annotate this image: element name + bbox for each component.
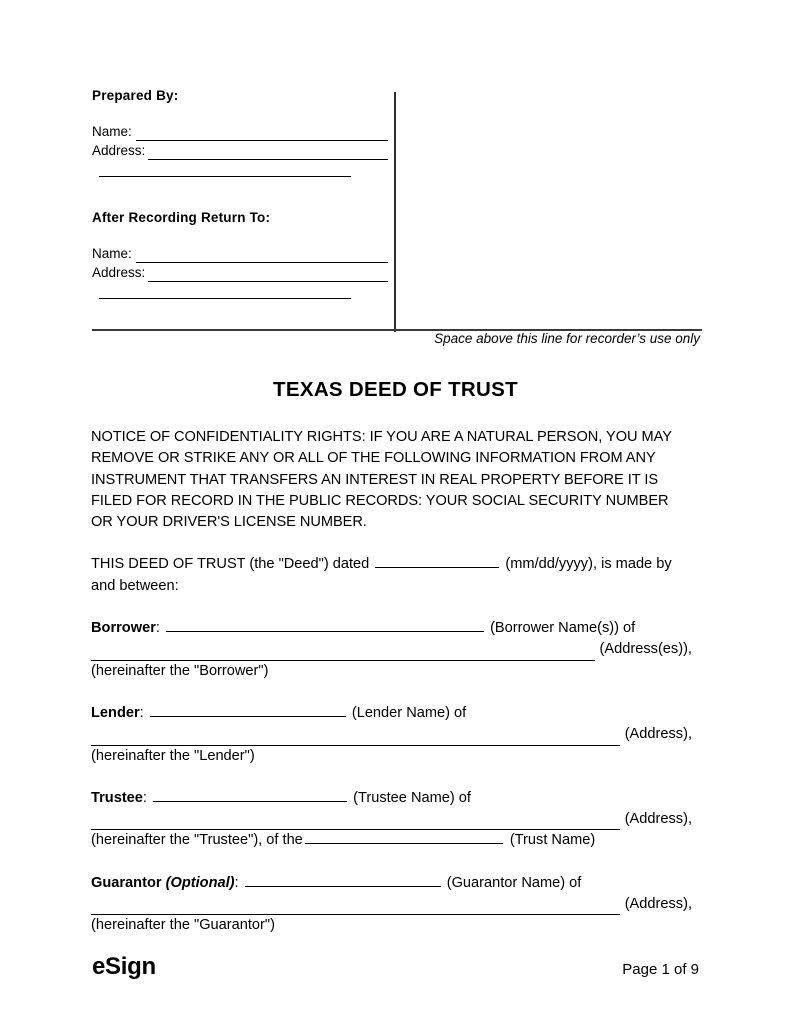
borrower-hereinafter-text: (hereinafter the "Borrower") (91, 662, 269, 679)
borrower-address-row (91, 639, 692, 660)
page-number: Page 1 of 9 (622, 961, 699, 978)
borrower-colon: : (155, 620, 160, 637)
deed-date-input[interactable] (375, 555, 499, 568)
trustee-address-tag: (Address), (624, 811, 692, 828)
trustee-address-row (91, 809, 692, 830)
guarantor-hereinafter-text: (hereinafter the "Guarantor") (91, 917, 275, 934)
trustee-block (91, 767, 692, 852)
intro-lead-text: THIS DEED OF TRUST (the "Deed") dated (91, 556, 370, 573)
trustee-hereinafter-text: (hereinafter the "Trustee"), of the (91, 832, 303, 849)
guarantor-name-tag: (Guarantor Name) of (446, 874, 582, 891)
after-recording-name-row (92, 244, 388, 263)
prepared-by-address-input-line2[interactable] (99, 165, 351, 177)
after-recording-address-row (92, 263, 388, 282)
trust-name-tag: (Trust Name) (509, 832, 596, 849)
after-recording-address-input-line2[interactable] (99, 287, 351, 299)
trustee-colon: : (142, 789, 147, 806)
document-body (91, 427, 692, 937)
guarantor-block (91, 852, 692, 937)
lender-address-row (91, 724, 692, 745)
intro-date-format-text: (mm/dd/yyyy), is made by and between: (91, 556, 672, 594)
after-recording-address-input[interactable] (148, 268, 388, 282)
after-recording-name-input[interactable] (136, 249, 388, 263)
prepared-by-address-input[interactable] (148, 146, 388, 160)
lender-colon: : (139, 704, 144, 721)
after-recording-heading: After Recording Return To: (92, 210, 271, 225)
recorder-use-caption: Space above this line for recorder’s use only (434, 331, 700, 346)
lender-address-input[interactable] (91, 730, 620, 746)
recorder-vertical-divider (394, 92, 396, 332)
prepared-by-name-row (92, 122, 388, 141)
recorder-block-spacer (92, 177, 388, 210)
prepared-by-address-label: Address: (92, 143, 146, 158)
lender-label: Lender (91, 704, 140, 721)
esign-logo: eSign (92, 953, 156, 980)
after-recording-name-label: Name: (92, 246, 132, 261)
lender-name-tag: (Lender Name) of (351, 704, 467, 721)
prepared-by-fields (92, 122, 388, 177)
guarantor-address-tag: (Address), (624, 896, 692, 913)
guarantor-name-input[interactable] (245, 874, 441, 887)
lender-block (91, 682, 692, 767)
trustee-name-input[interactable] (153, 789, 347, 802)
borrower-name-tag: (Borrower Name(s)) of (490, 620, 636, 637)
guarantor-colon: : (234, 874, 239, 891)
borrower-name-input[interactable] (166, 619, 484, 632)
after-recording-address-label: Address: (92, 265, 146, 280)
guarantor-address-input[interactable] (91, 899, 620, 915)
prepared-by-heading: Prepared By: (92, 88, 179, 103)
prepared-by-name-label: Name: (92, 124, 132, 139)
trust-name-input[interactable] (305, 831, 503, 844)
lender-name-input[interactable] (150, 704, 346, 717)
lender-address-tag: (Address), (624, 726, 692, 743)
recorder-left-column (92, 88, 388, 299)
lender-hereinafter-text: (hereinafter the "Lender") (91, 747, 255, 764)
prepared-by-address-row (92, 141, 388, 160)
trustee-address-input[interactable] (91, 814, 620, 830)
borrower-block (91, 597, 692, 682)
recorder-header-block (92, 88, 702, 332)
prepared-by-name-input[interactable] (136, 127, 388, 141)
guarantor-label: Guarantor (91, 874, 162, 891)
trustee-label: Trustee (91, 789, 143, 806)
guarantor-optional-label: (Optional) (165, 874, 235, 891)
trustee-name-tag: (Trustee Name) of (353, 789, 471, 806)
guarantor-address-row (91, 894, 692, 915)
confidentiality-notice: NOTICE OF CONFIDENTIALITY RIGHTS: IF YOU ARE A NATURAL PERSON, YOU MAY REMOVE OR STRIKE ANY OR ALL OF THE FOLLOWING INFORMATION FROM ANY INSTRUMENT THAT TRANSFERS AN INTEREST IN REAL PROPERTY BEFORE IT IS FILED FOR RECORD IN THE PUBLIC RECORDS: YOUR SOCIAL SECURITY NUMBER OR YOUR DRIVER'S LICENSE NUMBER. (91, 429, 672, 531)
borrower-address-input[interactable] (91, 645, 595, 661)
page-title: TEXAS DEED OF TRUST (273, 378, 518, 401)
borrower-label: Borrower (91, 620, 156, 637)
after-recording-fields (92, 244, 388, 299)
borrower-address-tag: (Address(es)), (599, 641, 692, 658)
intro-paragraph (91, 533, 692, 597)
trustee-trust-name-row (91, 830, 692, 851)
